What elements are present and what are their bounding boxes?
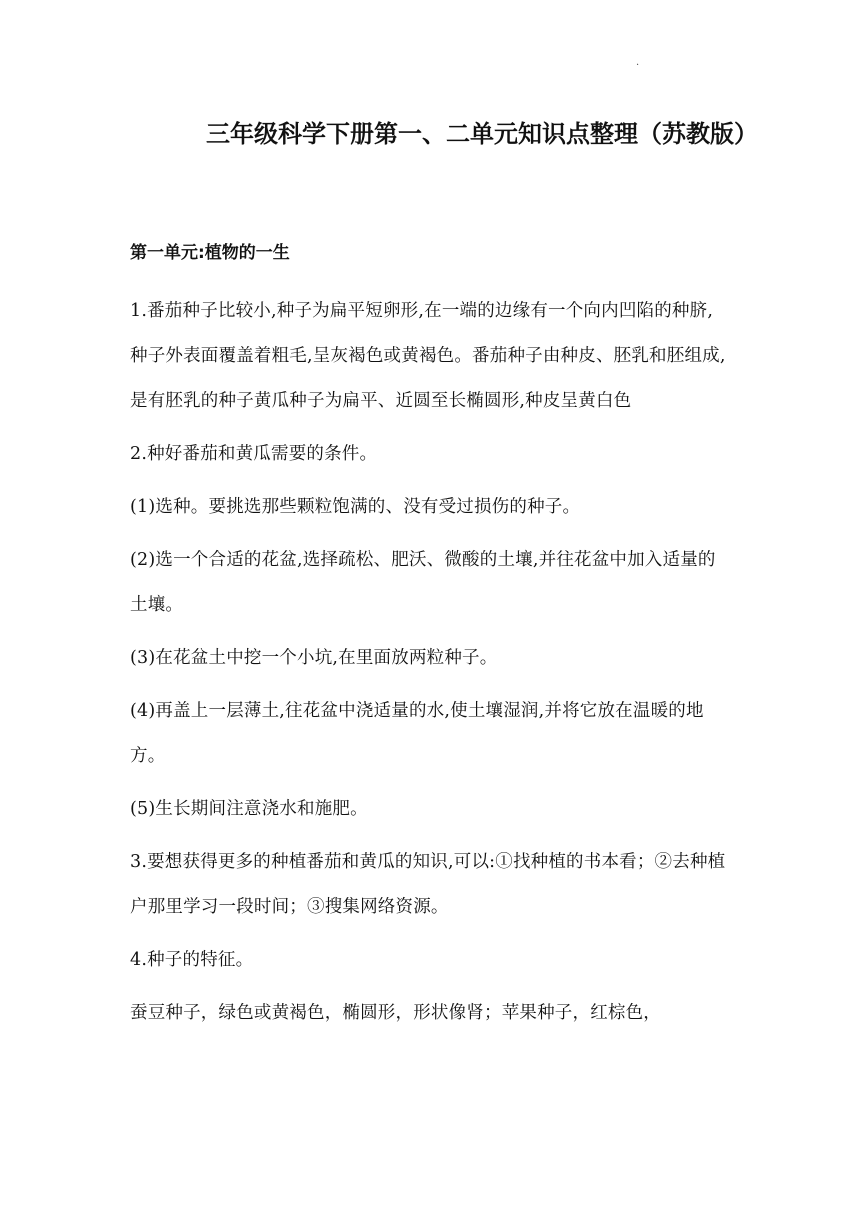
unit-heading: 第一单元:植物的一生 xyxy=(130,243,290,263)
paragraph-conditions: 2.种好番茄和黄瓜需要的条件。 xyxy=(130,444,378,464)
document-body xyxy=(130,236,730,1044)
paragraph-step-1: (1)选种。要挑选那些颗粒饱满的、没有受过损伤的种子。 xyxy=(130,497,581,517)
paragraph-step-2: (2)选一个合适的花盆,选择疏松、肥沃、微酸的土壤,并往花盆中加入适量的土壤。 xyxy=(130,550,716,615)
page-dot: · xyxy=(636,60,640,71)
paragraph-knowledge: 3.要想获得更多的种植番茄和黄瓜的知识,可以:①找种植的书本看；②去种植户那里学习一段时间；③搜集网络资源。 xyxy=(130,852,726,917)
paragraph-seed-description: 1.番茄种子比较小,种子为扁平短卵形,在一端的边缘有一个向内凹陷的种脐,种子外表面覆盖着粗毛,呈灰褐色或黄褐色。番茄种子由种皮、胚乳和胚组成,是有胚乳的种子黄瓜种子为扁平、近圆至长椭圆形,种皮呈黄白色 xyxy=(130,301,726,411)
paragraph-step-4: (4)再盖上一层薄土,往花盆中浇适量的水,使土壤湿润,并将它放在温暖的地方。 xyxy=(130,701,704,766)
paragraph-step-5: (5)生长期间注意浇水和施肥。 xyxy=(130,799,368,819)
paragraph-seed-examples: 蚕豆种子，绿色或黄褐色，椭圆形，形状像肾；苹果种子，红棕色， xyxy=(130,1003,661,1023)
document-title: 三年级科学下册第一、二单元知识点整理（苏教版） xyxy=(206,120,758,148)
paragraph-seed-features: 4.种子的特征。 xyxy=(130,950,254,970)
paragraph-step-3: (3)在花盆土中挖一个小坑,在里面放两粒种子。 xyxy=(130,648,498,668)
